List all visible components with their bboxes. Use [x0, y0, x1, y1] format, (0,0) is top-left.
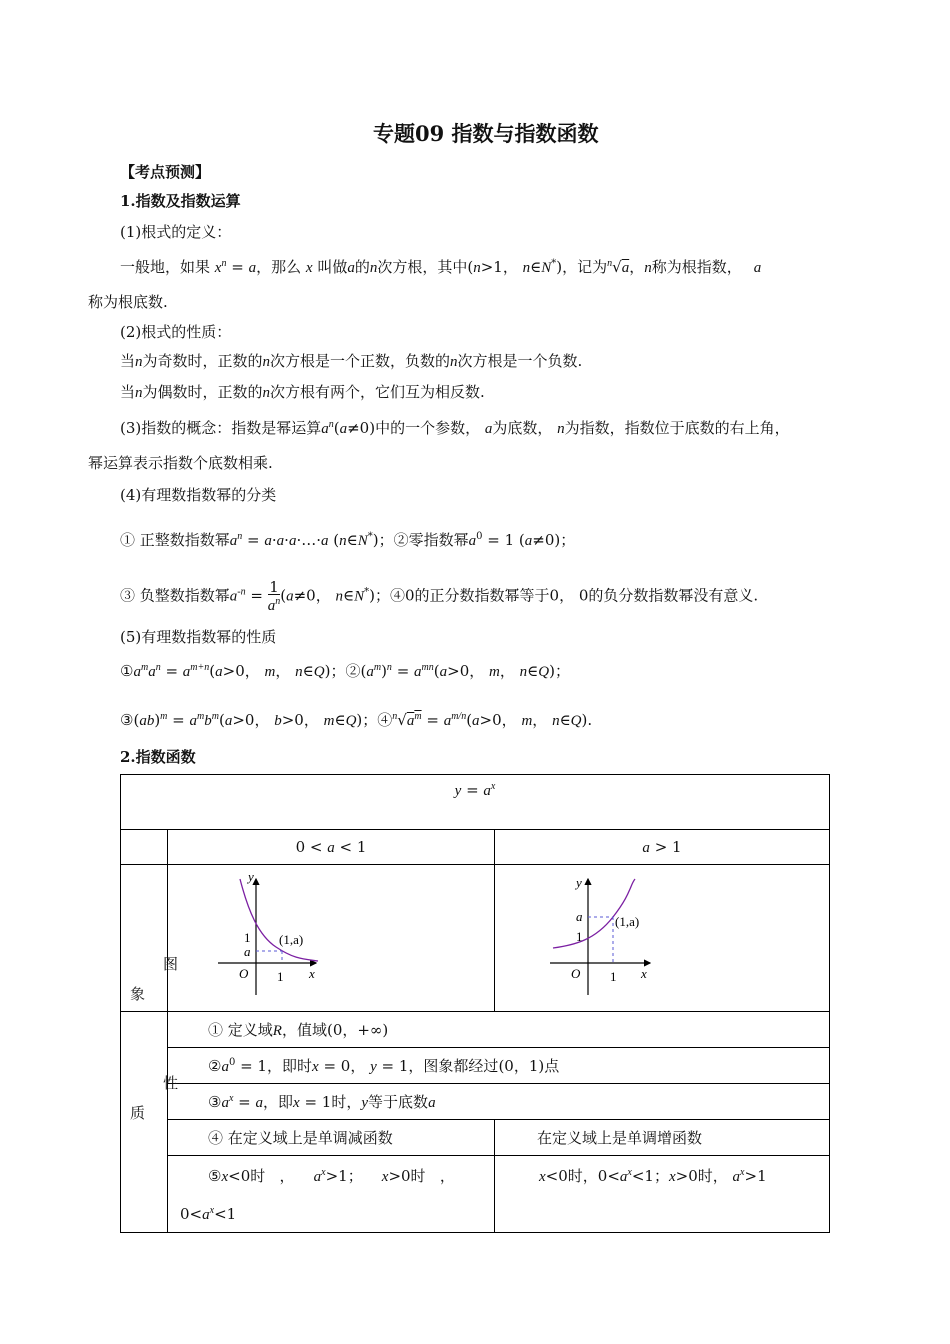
s1-label: (1)根式的定义： [120, 223, 232, 241]
s2-label: (2)根式的性质： [120, 323, 232, 341]
s5-label: (5)有理数指数幂的性质 [120, 628, 277, 646]
svg-text:x: x [641, 966, 647, 981]
svg-text:y: y [576, 875, 582, 890]
svg-text:x: x [309, 966, 315, 981]
table-header: $y = a^x$ [121, 775, 830, 830]
col-header-right: a > 1 [495, 830, 830, 865]
row-label-prop: 性 质 [121, 1012, 168, 1233]
s3-line2: 幂运算表示指数个底数相乘. [88, 454, 273, 472]
col-header-left: 0 < a < 1 [168, 830, 495, 865]
prop-4-left: ④ 在定义域上是单调减函数 [168, 1120, 495, 1156]
s1-line2: 称为根底数. [88, 293, 168, 311]
s4-label: (4)有理数指数幂的分类 [120, 486, 277, 504]
svg-text:1: 1 [576, 929, 583, 944]
s2-line1: 当n为奇数时，正数的n次方根是一个正数，负数的n次方根是一个负数. [120, 352, 583, 370]
row-label-graph: 图 象 [121, 865, 168, 1012]
graph-right-label: (1,a) [615, 914, 640, 929]
s5-line2: ③(ab)$^m$ = $a^mb^m(a>0$， b>0， m∈Q)；$④^n√a^m = a^{m/n}(a>0$， m， n∈Q). [120, 711, 593, 729]
s2-line2: 当n为偶数时，正数的n次方根有两个，它们互为相反数. [120, 383, 485, 401]
prop-5-left: ⑤x<0时 ， $a^x>1$； x>0时 ， $0<a^x<1$ [168, 1156, 495, 1233]
prop-5-right: x<0时，$0<a^x<1$；x>0时， $a^x>1$ [495, 1156, 830, 1233]
svg-text:a: a [244, 944, 251, 959]
s4-line1: ① 正整数指数幂$a^n$ = a·a·a·…·a (n∈N*)；②零指数幂$a^0 = 1$ (a≠0)； [120, 531, 576, 549]
svg-text:O: O [239, 966, 249, 981]
heading-1: 1.指数及指数运算 [120, 192, 241, 210]
svg-text:1: 1 [244, 930, 251, 945]
prop-3: $③a^x = a$，即x = 1时，y等于底数a [168, 1084, 830, 1120]
svg-text:1: 1 [610, 969, 617, 984]
graph-left-label: (1,a) [279, 932, 304, 947]
graph-decreasing [168, 865, 494, 1011]
prop-2: $②a^0 = 1$，即时x = 0， y = 1，图象都经过(0，1)点 [168, 1048, 830, 1084]
s4-line2: ③ 负整数指数幂$a^{-n}$ = $\frac{1}{a^n}$ (a≠0， n∈N*)；④0的正分数指数幂等于0， 0的负分数指数幂没有意义. [120, 578, 759, 614]
section-tag: 【考点预测】 [120, 163, 211, 181]
s3-line1: (3)指数的概念：指数是幂运算$a^n(a\ne 0)$中的一个参数， a为底数， n为指数，指数位于底数的右上角， [120, 419, 790, 437]
page-title: 专题09 指数与指数函数 [373, 121, 599, 146]
heading-2: 2.指数函数 [120, 748, 196, 766]
s5-line1: $①a^ma^n = a^{m+n}(a>0$， m， n∈Q)；$②(a^m)^n = a^{mn}(a>0$， m， n∈Q)； [120, 662, 570, 680]
graph-right-cell [495, 865, 830, 1012]
svg-text:1: 1 [277, 969, 284, 984]
graph-increasing [495, 865, 829, 1011]
graph-left-cell [168, 865, 495, 1012]
svg-text:a: a [576, 909, 583, 924]
prop-1: ① 定义域R，值域(0，+∞) [168, 1012, 830, 1048]
svg-text:y: y [248, 869, 254, 884]
prop-4-right: 在定义域上是单调增函数 [495, 1120, 830, 1156]
exp-function-table [120, 774, 830, 1233]
s1-line: 一般地，如果 $x^n = a$，那么 x 叫做a的n次方根，其中(n>1， n∈N*)，记为$^n$√a，n称为根指数， a [120, 258, 762, 276]
svg-text:O: O [571, 966, 581, 981]
